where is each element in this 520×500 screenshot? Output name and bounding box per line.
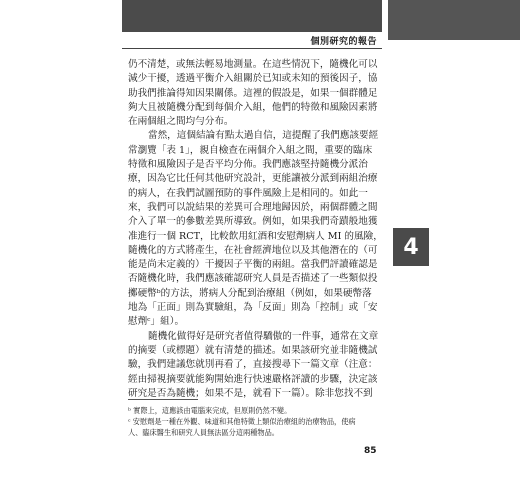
body-line: 當然，這個結論有點太過自信，這提醒了我們應該要經: [148, 130, 379, 142]
body-line: 隨機化的方式將產生，在社會經濟地位以及其他潛在的（可: [128, 244, 378, 256]
body-line: 減少干擾，透過平衡介入組關於已知或未知的預後因子，協: [128, 73, 378, 85]
body-line: 驗，我們建議您就別再看了，直接搜尋下一篇文章（注意：: [128, 359, 378, 371]
body-line: 擲硬幣ᵇ的方法，將病人分配到治療組（例如，如果硬幣落: [128, 287, 372, 299]
body-line: 隨機化做得好是研究者值得驕傲的一件事，通常在文章: [148, 330, 379, 342]
chapter-tab: 4: [393, 228, 429, 266]
page-number: 85: [364, 446, 377, 456]
body-line: 地為「正面」則為實驗組，為「反面」則為「控制」或「安: [128, 302, 378, 314]
body-line: 助我們推論得知因果關係。這裡的假設是，如果一個群體足: [128, 87, 378, 99]
footnotes: [128, 405, 380, 438]
body-line: 否隨機化時，我們應該確認研究人員是否描述了一些類似投: [128, 273, 378, 285]
body-text: [128, 58, 383, 401]
header-band: [122, 0, 382, 32]
body-line: 來，我們可以說結果的差異可合理地歸因於，兩個群體之間: [128, 201, 378, 213]
footnote-line: 人、臨床醫生和研究人員無法區分這兩種物品。: [128, 428, 279, 437]
footnote-line: ᶜ 安慰劑是一種在外觀、味道和其他特徵上類似治療組的治療物品，使病: [128, 417, 356, 426]
body-line: 的病人，在我們試圖預防的事件風險上是相同的。如此一: [128, 187, 368, 199]
body-line: 介入了單一的參數差異所導致。例如，如果我們奇蹟般地獲: [128, 216, 378, 228]
running-head: 個別研究的報告: [310, 37, 377, 47]
body-line: 慰劑ᶜ」組）。: [128, 316, 185, 328]
body-line: 療，因為它比任何其他研究設計，更能讓被分派到兩組治療: [128, 173, 378, 185]
corner-block: [388, 0, 520, 40]
body-line: 常瀏覽「表 1」，親自檢查在兩個介入組之間，重要的臨床: [128, 144, 373, 156]
body-line: 研究是否為隨機；如果不是，就看下一篇）。除非您找不到: [128, 387, 373, 399]
body-line: 仍不清楚，或無法輕易地測量。在這些情況下，隨機化可以: [128, 59, 378, 70]
body-line: 經由掃視摘要就能夠開始進行快速嚴格評讀的步驟，決定該: [128, 373, 378, 385]
body-line: 的摘要（或標題）就有清楚的描述。如果該研究並非隨機試: [128, 344, 378, 356]
body-line: 准進行一個 RCT，比較飲用紅酒和安慰劑病人 MI 的風險，: [128, 230, 383, 242]
body-line: 在兩個組之間均勻分布。: [128, 116, 234, 128]
body-line: 夠大且被隨機分配到每個介入組，他們的特徵和風險因素將: [128, 101, 378, 113]
body-line: 特徵和風險因子是否平均分佈。我們應該堅持隨機分派治: [128, 159, 368, 171]
body-line: 能是尚未定義的）干擾因子平衡的兩組。當我們評讀確認是: [128, 259, 378, 271]
footnote-line: ᵇ 實際上，這應該由電腦來完成，但原則仍然不變。: [128, 406, 292, 415]
footnote-divider: [128, 399, 198, 400]
